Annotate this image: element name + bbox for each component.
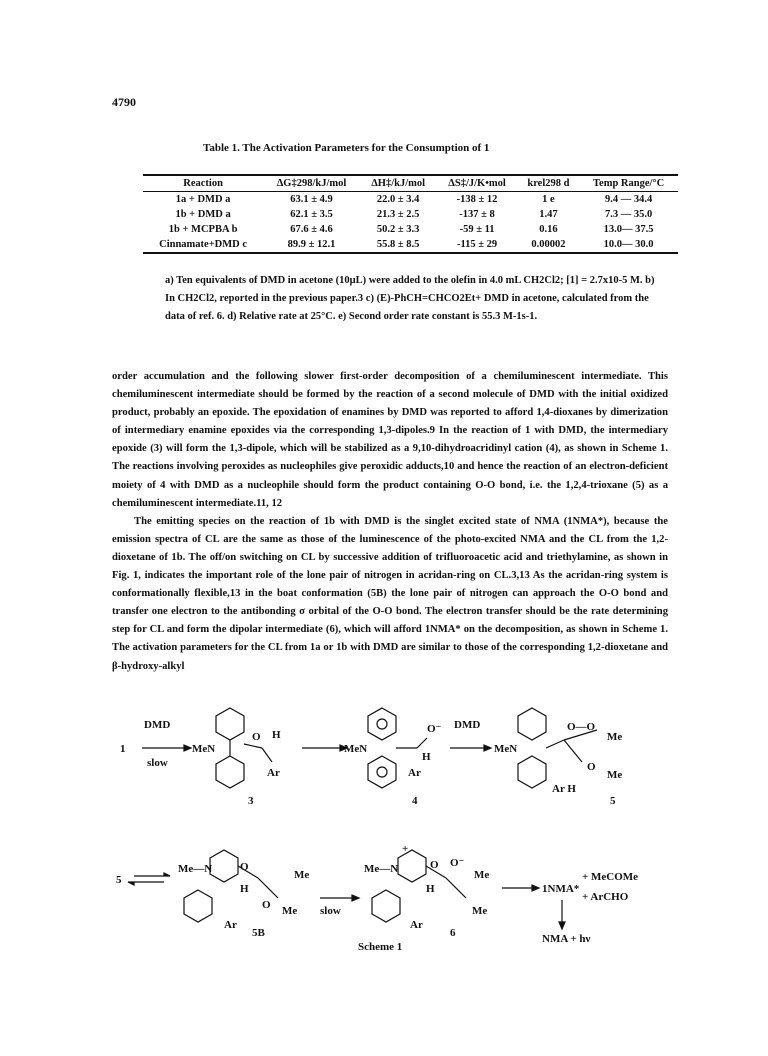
cell: 1b + MCPBA b (168, 224, 238, 235)
label-dmd-2: DMD (454, 719, 481, 731)
cell: Cinnamate+DMD c (159, 239, 248, 250)
cell: 1b + DMD a (175, 209, 231, 220)
header-dh: ΔH‡/kJ/mol (371, 178, 426, 189)
table-footnotes: a) Ten equivalents of DMD in acetone (10μL) were added to the olefin in 4.0 mL CH2Cl2; [1] = 2.7x10-5 M. b) In CH2Cl2, reported in the previous paper.3 c) (E)-PhCH=CHCO2Et+ DMD in acetone, calculated from the data of ref. 6. d) Relative rate at 25°C. e) Second order rate constant is 55.3 M-1s-1. (165, 275, 655, 322)
arrowhead-3 (484, 745, 491, 751)
ring (518, 708, 546, 740)
label-compound-3: 3 (248, 795, 254, 807)
ring (518, 756, 546, 788)
cell: 0.16 (539, 224, 558, 235)
header-dg: ΔG‡298/kJ/mol (276, 178, 347, 189)
header-ds: ΔS‡/J/K•mol (448, 178, 506, 189)
header-reaction: Reaction (183, 178, 223, 189)
label-me-n-1: Me—N (178, 863, 213, 875)
cell: -137 ± 8 (459, 209, 495, 220)
label-ar-2: Ar (408, 767, 421, 779)
ring (368, 708, 396, 740)
label-ar-3: Ar (224, 919, 237, 931)
label-compound-5: 5 (610, 795, 616, 807)
ring (216, 708, 244, 740)
body-text (112, 368, 668, 676)
label-o-4: O (240, 861, 249, 873)
cell: 63.1 ± 4.9 (290, 194, 333, 205)
table-row (143, 222, 678, 237)
label-me-4: Me (282, 905, 298, 917)
label-h-1: H (272, 729, 281, 741)
table-row (143, 207, 678, 222)
paragraph-1: order accumulation and the following slower first-order decomposition of a chemiluminescent intermediate. This chemiluminescent intermediate should be formed by the reaction of a second molecule of DMD with the initial oxidized product, probably an epoxide. The epoxidation of enamines by DMD was reported to afford 1,4-dioxanes by dimerization of intermediary enamine epoxides via the corresponding 1,3-dipoles.9 In the reaction of 1 with DMD, the intermediary epoxide (3) will form the 1,3-dipole, which will be stabilized as a 9,10-dihydroacridinyl cation (4), as shown in Scheme 1. The reactions involving peroxides as nucleophiles give peroxidic adducts,10 and hence the reaction of an electron-deficient moiety of 4 with DMD as a nucleophile should form the product containing O-O bond, i.e. the 1,2,4-trioxane (5) as a chemiluminescent intermediate.11, 12 (112, 371, 668, 509)
arrowhead-1 (184, 745, 191, 751)
page-number: 4790 (112, 95, 136, 109)
label-o-3: O (587, 761, 596, 773)
label-o-6: O (430, 859, 439, 871)
label-me-6: Me (472, 905, 488, 917)
activation-parameters-table (143, 174, 678, 254)
cell: 0.00002 (531, 239, 566, 250)
label-archo: + ArCHO (582, 891, 629, 903)
scheme-1 (112, 700, 668, 1050)
ring (216, 756, 244, 788)
cell: 10.0— 30.0 (603, 239, 654, 250)
label-o-5: O (262, 899, 271, 911)
cell: 62.1 ± 3.5 (290, 209, 333, 220)
header-temp: Temp Range/°C (593, 178, 665, 189)
label-me-3: Me (294, 869, 310, 881)
label-o-1: O (252, 731, 261, 743)
label-slow-1: slow (147, 757, 168, 769)
label-ar-4: Ar (410, 919, 423, 931)
cell: 21.3 ± 2.5 (376, 209, 420, 220)
label-h-3: H (240, 883, 249, 895)
label-compound-1: 1 (120, 743, 126, 755)
label-me-5: Me (474, 869, 490, 881)
table-row (143, 237, 678, 253)
label-nma-hv: NMA + hν (542, 933, 591, 945)
header-krel: krel298 d (527, 178, 570, 189)
label-o-minus-2: O⁻ (450, 857, 465, 869)
table-caption: Table 1. The Activation Parameters for the Consumption of 1 (203, 142, 490, 154)
ring (372, 890, 400, 922)
label-mecome: + MeCOMe (582, 871, 639, 883)
label-men-2: MeN (344, 743, 368, 755)
label-men-1: MeN (192, 743, 216, 755)
table-header-row (143, 175, 678, 192)
label-compound-5b: 5B (252, 927, 265, 939)
ring (210, 850, 238, 882)
label-ar-1: Ar (267, 767, 280, 779)
scheme-svg (112, 700, 668, 1050)
cell: 89.9 ± 12.1 (287, 239, 336, 250)
cell: 7.3 — 35.0 (604, 209, 653, 220)
paragraph-2: The emitting species on the reaction of 1b with DMD is the singlet excited state of NMA (1NMA*), because the emission spectra of CL are the same as those of the luminescence of the photo-excited NMA and the CL from the 1,2-dioxetane of 1b. The off/on switching on CL by successive addition of trifluoroacetic acid and triethylamine, as shown in Fig. 1, indicates the important role of the lone pair of nitrogen in acridan-ring on CL.3,13 As the acridan-ring system is conformationally flexible,13 in the boat conformation (5B) the lone pair of nitrogen can approach the O-O bond and transfer one electron to the antibonding σ orbital of the O-O bond. The electron transfer should be the rate determining step for CL and form the dipolar intermediate (6), which will afford 1NMA* on the decomposition, as shown in Scheme 1. The activation parameters for the CL from 1a or 1b with DMD are similar to those of the corresponding 1,2-dioxetane and β-hydroxy-alkyl (112, 515, 668, 672)
label-dmd-1: DMD (144, 719, 171, 731)
cell: 55.8 ± 8.5 (376, 239, 420, 250)
label-me-n-2: Me—N (364, 863, 399, 875)
table-row (143, 192, 678, 208)
label-plus: + (402, 843, 409, 855)
cell: 50.2 ± 3.3 (376, 224, 420, 235)
label-compound-6: 6 (450, 927, 456, 939)
cell: 67.6 ± 4.6 (290, 224, 333, 235)
label-men-3: MeN (494, 743, 518, 755)
cell: 1.47 (539, 209, 558, 220)
label-compound-5-row2: 5 (116, 874, 122, 886)
cell: -115 ± 29 (456, 239, 498, 250)
cell: -59 ± 11 (459, 224, 495, 235)
cell: 1 e (542, 194, 555, 205)
cell: -138 ± 12 (456, 194, 498, 205)
label-me-1: Me (607, 731, 623, 743)
cell: 13.0— 37.5 (603, 224, 654, 235)
cell: 9.4 — 34.4 (604, 194, 653, 205)
cell: 1a + DMD a (175, 194, 231, 205)
label-me-2: Me (607, 769, 623, 781)
label-nma-star: 1NMA* (542, 883, 580, 895)
label-h-4: H (426, 883, 435, 895)
label-ar-h: Ar H (552, 783, 576, 795)
ring (368, 756, 396, 788)
label-o-minus: O⁻ (427, 723, 442, 735)
scheme-label: Scheme 1 (358, 941, 403, 953)
label-slow-2: slow (320, 905, 341, 917)
label-o-o: O—O (567, 721, 596, 733)
label-h-2: H (422, 751, 431, 763)
cell: 22.0 ± 3.4 (376, 194, 420, 205)
label-compound-4: 4 (412, 795, 418, 807)
ring (184, 890, 212, 922)
